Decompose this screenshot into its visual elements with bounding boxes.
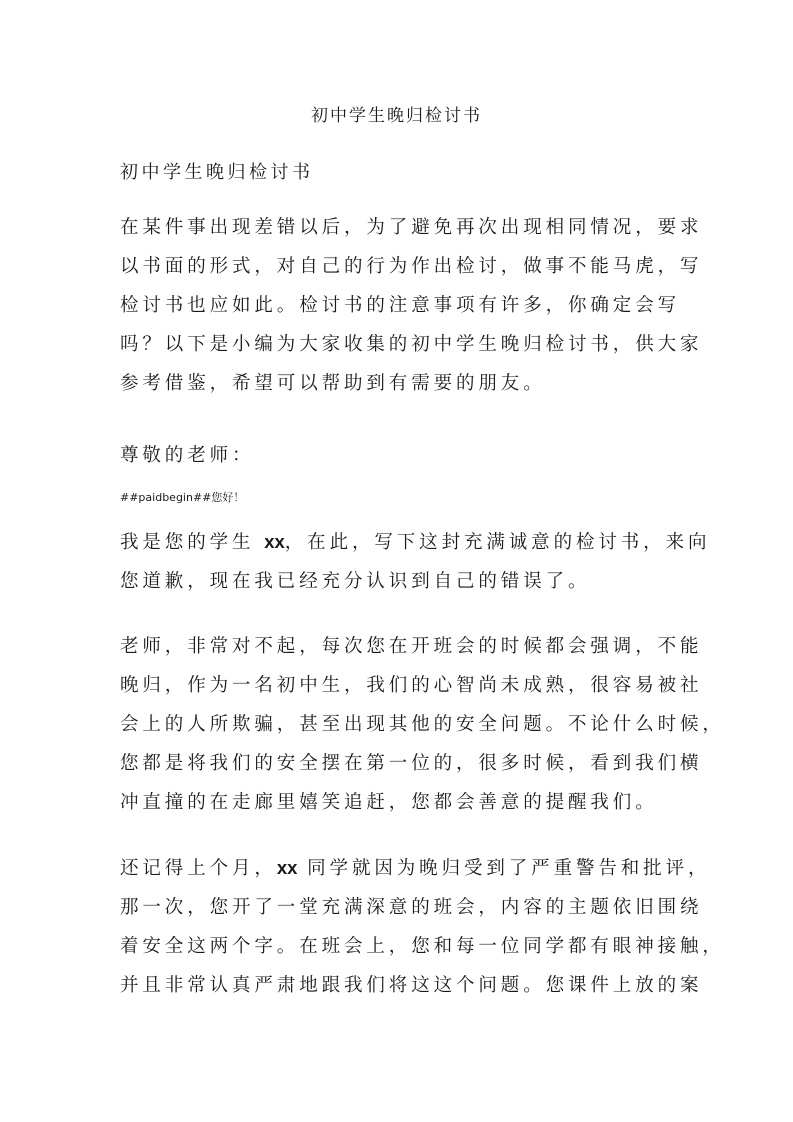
text-segment: 还记得上个月， bbox=[120, 858, 277, 879]
greeting-line bbox=[120, 490, 244, 506]
memory-line bbox=[120, 848, 711, 888]
reflection-line: 老师，非常对不起，每次您在开班会的时候都会强调，不能 bbox=[120, 636, 703, 657]
document-title: 初中学生晚归检讨书 bbox=[311, 106, 482, 126]
text-segment: 同学就因为晚归受到了严重警告和批评， bbox=[297, 858, 711, 879]
reflection-line: 会上的人所欺骗，甚至出现其他的安全问题。不论什么时候， bbox=[120, 714, 725, 735]
reflection-line: 冲直撞的在走廊里嬉笑追赶，您都会善意的提醒我们。 bbox=[120, 792, 658, 813]
text-segment: 我是您的学生 bbox=[120, 532, 265, 553]
text-segment: ，在此，写下这封充满诚意的检讨书，来向 bbox=[284, 532, 711, 553]
apology-line bbox=[120, 522, 711, 562]
document-subtitle: 初中学生晚归检讨书 bbox=[120, 162, 314, 183]
paid-marker: ##paidbegin## bbox=[120, 491, 212, 504]
intro-line: 吗？以下是小编为大家收集的初中学生晚归检讨书，供大家 bbox=[120, 334, 703, 355]
classmate-name-placeholder: xx bbox=[276, 857, 298, 878]
intro-line: 检讨书也应如此。检讨书的注意事项有许多，你确定会写 bbox=[120, 295, 681, 316]
intro-paragraph bbox=[120, 208, 703, 403]
reflection-line: 您都是将我们的安全摆在第一位的，很多时候，看到我们横 bbox=[120, 753, 703, 774]
reflection-paragraph bbox=[120, 627, 725, 822]
memory-paragraph bbox=[120, 848, 725, 1005]
intro-line: 以书面的形式，对自己的行为作出检讨，做事不能马虎，写 bbox=[120, 256, 703, 277]
intro-line: 在某件事出现差错以后，为了避免再次出现相同情况，要求 bbox=[120, 217, 703, 238]
greeting: 您好！ bbox=[211, 491, 245, 504]
student-name-placeholder: xx bbox=[264, 531, 285, 552]
memory-line: 那一次，您开了一堂充满深意的班会，内容的主题依旧围绕 bbox=[120, 897, 703, 918]
reflection-line: 晚归，作为一名初中生，我们的心智尚未成熟，很容易被社 bbox=[120, 675, 703, 696]
memory-line: 并且非常认真严肃地跟我们将这这个问题。您课件上放的案 bbox=[120, 975, 703, 996]
intro-line: 参考借鉴，希望可以帮助到有需要的朋友。 bbox=[120, 373, 546, 394]
apology-paragraph bbox=[120, 522, 711, 601]
memory-line: 着安全这两个字。在班会上，您和每一位同学都有眼神接触， bbox=[120, 936, 725, 957]
apology-line: 您道歉，现在我已经充分认识到自己的错误了。 bbox=[120, 571, 591, 592]
salutation: 尊敬的老师： bbox=[120, 445, 255, 466]
